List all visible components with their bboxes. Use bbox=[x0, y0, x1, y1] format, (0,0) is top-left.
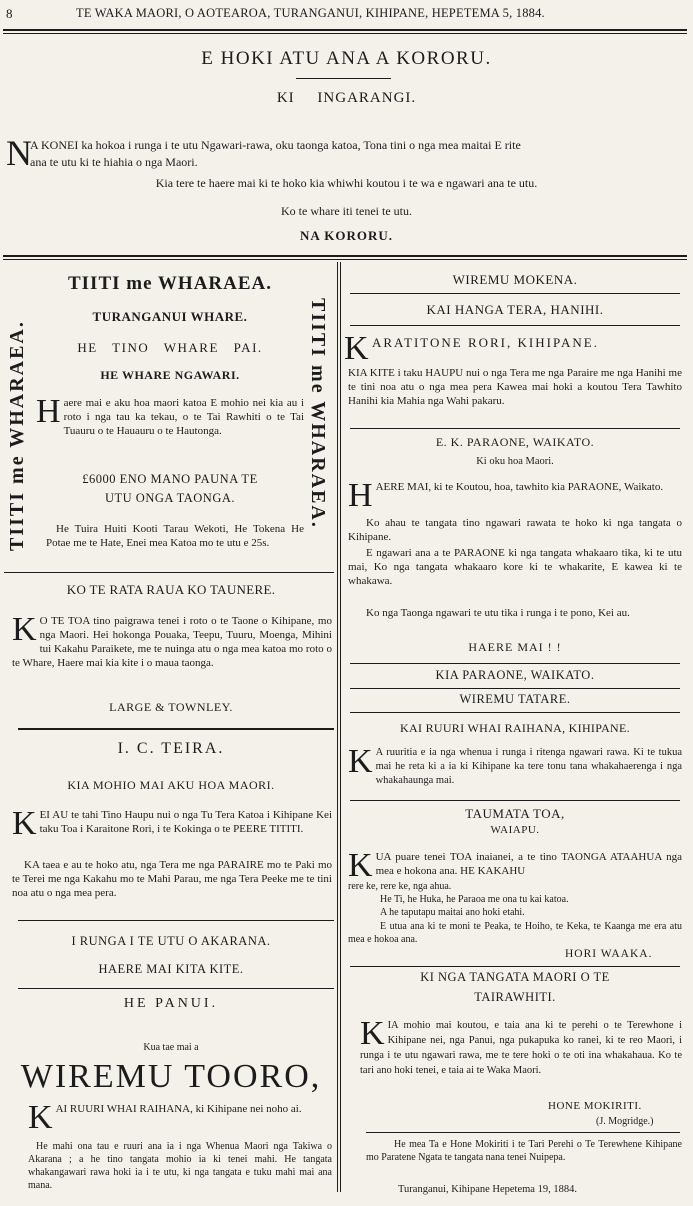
rata-title: KO TE RATA RAUA KO TAUNERE. bbox=[66, 582, 276, 597]
panui-body2: He mahi ona tau e ruuri ana ia i nga Whenua Maori nga Takiwa o Akarana ; a he tino tangata mohio ia ki tenei mahi. He tangata whakangawari rawa hoki ia i te utu, ki nga tangata e tuku mahi mai ana mana. bbox=[28, 1141, 332, 1191]
taumata-rule bbox=[350, 966, 680, 967]
titi-sub1: TURANGANUI WHARE. bbox=[92, 309, 248, 324]
titi-body: Haere mai e aku hoa maori katoa E mohio nei kia au i roto i nga tau ka tekau, o te Tai Rawhiti o te Tai Tuauru o te Hauauru o te Hautonga. bbox=[36, 393, 304, 437]
titi-vertical-left: TIITI me WHARAEA. bbox=[6, 320, 28, 551]
teira-body: KEI AU te tahi Tino Haupu nui o nga Tu Tera Katoa i Kihipane Kei taku Toa i Karaitone Rori, i te Kokinga o te PEERE TITITI. bbox=[12, 805, 332, 842]
masthead: TE WAKA MAORI, O AOTEAROA, TURANGANUI, KIHIPANE, HEPETEMA 5, 1884. bbox=[76, 6, 545, 20]
panui-title: HE PANUI. bbox=[123, 996, 219, 1011]
page-number: 8 bbox=[6, 6, 13, 21]
mokena-body: KIA KITE i taku HAUPU nui o nga Tera me nga Paraire me nga Hanihi me te tini noa atu o nga mea pera Kawea mai hoki a koutou Tera Tawhito Hanihi kia Mahia nga Wahi pakaru. bbox=[348, 367, 682, 407]
taumata-line1: KUA puare tenei TOA inaianei, a te tino TAONGA ATAAHUA nga mea e hokona ana. HE KAKAHU bbox=[348, 847, 682, 884]
akarana-rule bbox=[18, 988, 334, 989]
teira-rule bbox=[18, 920, 334, 921]
rata-signature: LARGE & TOWNLEY. bbox=[109, 700, 233, 714]
panui-body1: KAI RUURI WHAI RAIHANA, ki Kihipane nei noho ai. bbox=[28, 1099, 302, 1136]
akarana-title: I RUNGA I TE UTU O AKARANA. bbox=[71, 934, 271, 948]
paraone-signature: KIA PARAONE, WAIKATO. bbox=[435, 668, 595, 682]
top-ad-title: E HOKI ATU ANA A KORORU. bbox=[201, 48, 492, 69]
top-ad-line2: ana te utu ki te hiahia o nga Maori. bbox=[30, 155, 198, 169]
mokena-rule1 bbox=[350, 293, 680, 294]
titi-price1: £6000 ENO MANO PAUNA TE bbox=[82, 472, 258, 486]
titi-sub2: HE TINO WHARE PAI. bbox=[77, 340, 263, 355]
rata-dropcap: K bbox=[12, 611, 37, 648]
colophon-line2: Turanganui, Kihipane Hepetema 19, 1884. bbox=[398, 1184, 577, 1195]
mokena-dropcap: K bbox=[344, 330, 369, 367]
top-ad-dropcap: N bbox=[6, 133, 32, 173]
titi-title: TIITI me WHARAEA. bbox=[67, 273, 273, 294]
masthead-rule-thin bbox=[3, 33, 687, 34]
mokena-title: WIREMU MOKENA. bbox=[452, 272, 578, 287]
tatare-dropcap: K bbox=[348, 743, 373, 780]
panui-dropcap: K bbox=[28, 1099, 53, 1136]
rata-body: K O TE TOA tino paigrawa tenei i roto o te Taone o Kihipane, mo nga Maori. Hei hokonga Pouaka, Teepu, Tuuru, Moenga, Mihini tui Kakahu Paraikete, me te nuinga atu o nga mea katoa mo roto o te Whare, Haere mai kia kite i o maua taonga. bbox=[12, 611, 332, 669]
column-divider bbox=[337, 262, 338, 1192]
top-ad-rule bbox=[296, 78, 391, 79]
panui-sub: Kua tae mai a bbox=[143, 1042, 199, 1053]
tatare-sub: KAI RUURI WHAI RAIHANA, KIHIPANE. bbox=[400, 721, 630, 735]
taumata-line2: rere ke, rere ke, nga ahua. bbox=[348, 881, 452, 892]
paraone-body2: E ngawari ana a te PARAONE ki nga tangata whakaaro tika, ki te utu mai, Ko nga tangata whakaaro kore ki te whakarite, E kawea ki te whakawa. bbox=[348, 547, 682, 587]
tairawhiti-dropcap: K bbox=[360, 1015, 385, 1052]
taumata-line5: E utua ana ki te moni te Peaka, te Hoiho, te Keka, te Kaanga me era atu mea e hokoa ana. bbox=[348, 921, 682, 945]
tatare-rule2 bbox=[350, 800, 680, 801]
tatare-body: K A ruuritia e ia nga whenua i runga i ritenga ngawari rawa. Ki te tukua mai he reta ki a ia ki Kihipane ka tere tonu tana whakahaerenga i nga whakahaunga mai. bbox=[348, 743, 682, 786]
mokena-sub: KAI HANGA TERA, HANIHI. bbox=[426, 302, 604, 317]
paraone-rule2 bbox=[350, 688, 680, 689]
titi-body2: He Tuira Huiti Kooti Tarau Wekoti, He Tokena He Potae me te Hate, Enei mea Katoa mo te utu e 25s. bbox=[46, 523, 304, 549]
titi-rule bbox=[4, 572, 334, 573]
teira-sub: KIA MOHIO MAI AKU HOA MAORI. bbox=[67, 778, 275, 792]
tairawhiti-body: KIA mohio mai koutou, e taia ana ki te perehi o te Terewhone i Kihipane nei, nga Panui, nga pukapuka ko ranei, ki te reo Maori, i runga i te utu ngawari rawa, me te tere hoki o te oti ina whakahaua. Ko te tari ano hoki tenei, e taia ai te Waka Maori. bbox=[360, 1015, 682, 1076]
top-ad-bottom-rule-thin bbox=[3, 259, 687, 260]
top-ad-line1: A KONEI ka hokoa i runga i te utu Ngawari-rawa, oku taonga katoa, Tona tini o nga mea maitai E rite bbox=[30, 138, 521, 152]
top-ad-subtitle: KI INGARANGI. bbox=[276, 90, 417, 106]
taumata-sub: WAIAPU. bbox=[490, 824, 540, 836]
akarana-sub: HAERE MAI KITA KITE. bbox=[98, 962, 244, 976]
titi-vertical-right: TIITI me WHARAEA. bbox=[307, 298, 329, 529]
colophon-rule bbox=[366, 1132, 680, 1133]
paraone-line1: HAERE MAI, ki te Koutou, hoa, tawhito kia PARAONE, Waikato. bbox=[348, 477, 664, 514]
teira-dropcap: K bbox=[12, 805, 37, 842]
paraone-body1: Ko ahau te tangata tino ngawari rawata te hoko ki nga tangata o Kihipane. bbox=[348, 517, 682, 543]
paraone-haere: HAERE MAI ! ! bbox=[468, 640, 562, 654]
colophon-line1: He mea Ta e Hone Mokiriti i te Tari Perehi o Te Terewhene Kihipane mo Paratene Ngata te tangata nana tenei Nuipepa. bbox=[366, 1139, 682, 1163]
taumata-title: TAUMATA TOA, bbox=[465, 806, 565, 821]
taumata-dropcap: K bbox=[348, 847, 373, 884]
teira-title: I. C. TEIRA. bbox=[117, 740, 225, 757]
paraone-body3: Ko nga Taonga ngawari te utu tika i runga i te pono, Kei au. bbox=[366, 607, 630, 619]
tatare-rule1 bbox=[350, 712, 680, 713]
titi-price2: UTU ONGA TAONGA. bbox=[104, 491, 236, 505]
paraone-rule bbox=[350, 663, 680, 664]
top-ad-line4: Ko te whare iti tenei te utu. bbox=[281, 204, 412, 218]
taumata-signature: HORI WAAKA. bbox=[565, 948, 653, 960]
mokena-rule2 bbox=[350, 325, 680, 326]
tairawhiti-title1: KI NGA TANGATA MAORI O TE bbox=[420, 970, 610, 984]
panui-name: WIREMU TOORO, bbox=[20, 1058, 322, 1095]
top-ad-signature: NA KORORU. bbox=[299, 228, 394, 243]
tatare-title: WIREMU TATARE. bbox=[459, 692, 571, 706]
taumata-line4: A he taputapu maitai ano hoki etahi. bbox=[380, 907, 525, 918]
tairawhiti-title2: TAIRAWHITI. bbox=[474, 990, 556, 1004]
mokena-rule3 bbox=[350, 428, 680, 429]
paraone-sub: Ki oku hoa Maori. bbox=[476, 456, 554, 467]
rata-rule bbox=[18, 728, 334, 730]
titi-dropcap: H bbox=[36, 393, 61, 430]
paraone-dropcap: H bbox=[348, 477, 373, 514]
mokena-line1: ARATITONE RORI, KIHIPANE. bbox=[372, 335, 599, 350]
tairawhiti-signature: HONE MOKIRITI. bbox=[548, 1100, 642, 1112]
teira-body2: KA taea e au te hoko atu, nga Tera me nga PARAIRE mo te Paki mo te Terei me nga Kakahu mo te Mahi Parau, me nga Tera Peeke me te tini noa atu o nga mea pera. bbox=[12, 859, 332, 899]
paraone-title: E. K. PARAONE, WAIKATO. bbox=[435, 435, 595, 449]
top-ad-bottom-rule bbox=[3, 255, 687, 257]
taumata-line3: He Ti, he Huka, he Paraoa me ona tu kai katoa. bbox=[380, 894, 569, 905]
tairawhiti-signature2: (J. Mogridge.) bbox=[596, 1116, 654, 1127]
column-divider-2 bbox=[340, 262, 341, 1192]
titi-sub3: HE WHARE NGAWARI. bbox=[100, 368, 240, 382]
top-ad-line3: Kia tere te haere mai ki te hoko kia whiwhi koutou i te wa e ngawari ana te utu. bbox=[155, 176, 538, 190]
masthead-rule bbox=[3, 29, 687, 31]
